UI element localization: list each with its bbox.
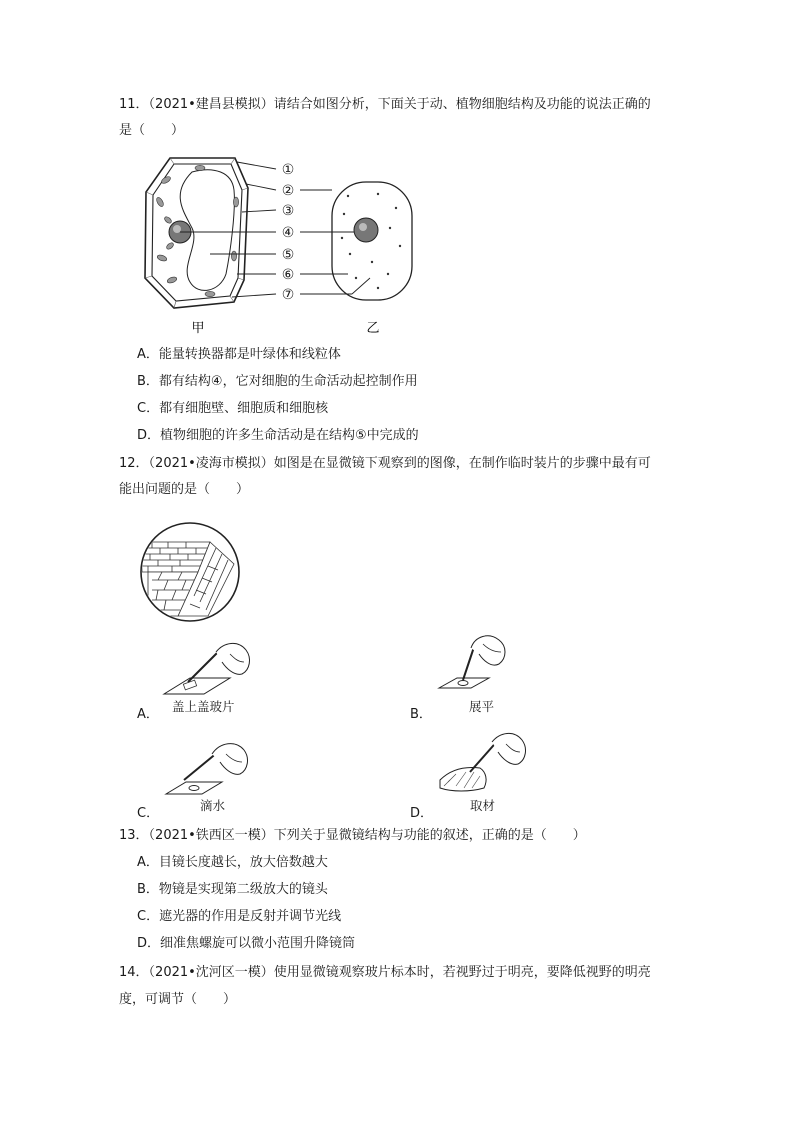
marker-2: ② xyxy=(281,183,295,199)
option-b-illustration xyxy=(435,630,525,692)
marker-5: ⑤ xyxy=(281,247,295,263)
q12-option-a-caption: 盖上盖玻片 xyxy=(172,699,235,714)
q12-stem-line2: 能出问题的是（ ） xyxy=(119,482,250,497)
marker-3: ③ xyxy=(281,203,295,219)
q12-option-c-letter[interactable]: C． xyxy=(137,806,160,821)
marker-4: ④ xyxy=(281,225,295,241)
q14-stem-line2: 度，可调节（ ） xyxy=(119,992,237,1007)
q12-option-a-letter[interactable]: A． xyxy=(137,707,159,722)
animal-cell xyxy=(332,182,412,300)
option-c-illustration xyxy=(162,738,262,798)
q11-stem-line1: 11．（2021•建昌县模拟）请结合如图分析，下面关于动、植物细胞结构及功能的说法正确的 xyxy=(119,97,651,112)
q13-stem-line1: 13．（2021•铁西区一模）下列关于显微镜结构与功能的叙述，正确的是（ ） xyxy=(119,828,586,843)
marker-6: ⑥ xyxy=(281,267,295,283)
marker-7: ⑦ xyxy=(281,287,295,303)
q13-option-a[interactable]: A．目镜长度越长，放大倍数越大 xyxy=(137,855,328,870)
q12-stem-line1: 12．（2021•凌海市模拟）如图是在显微镜下观察到的图像，在制作临时装片的步骤中最有可 xyxy=(119,456,651,471)
q11-option-b[interactable]: B．都有结构④，它对细胞的生命活动起控制作用 xyxy=(137,374,418,389)
q12-option-d-letter[interactable]: D． xyxy=(410,806,434,821)
q13-option-b[interactable]: B．物镜是实现第二级放大的镜头 xyxy=(137,882,328,897)
cell-a-label: 甲 xyxy=(191,321,205,336)
q12-option-d-caption: 取材 xyxy=(470,798,496,813)
q11-stem-line2: 是（ ） xyxy=(119,123,185,138)
q12-option-b-caption: 展平 xyxy=(469,699,495,714)
option-a-illustration xyxy=(160,640,260,700)
q14-stem-line1: 14．（2021•沈河区一模）使用显微镜观察玻片标本时，若视野过于明亮，要降低视野的明亮 xyxy=(119,965,651,980)
q11-option-a[interactable]: A．能量转换器都是叶绿体和线粒体 xyxy=(137,347,341,362)
cell-b-label: 乙 xyxy=(366,321,380,336)
q11-cell-figure xyxy=(140,150,420,350)
marker-1: ① xyxy=(281,162,295,178)
q13-option-c[interactable]: C．遮光器的作用是反射并调节光线 xyxy=(137,909,342,924)
q12-option-b-letter[interactable]: B． xyxy=(410,707,432,722)
q11-option-d[interactable]: D．植物细胞的许多生命活动是在结构⑤中完成的 xyxy=(137,428,419,443)
q13-option-d[interactable]: D．细准焦螺旋可以微小范围升降镜筒 xyxy=(137,936,356,951)
microscope-view-figure xyxy=(138,520,242,624)
q11-option-c[interactable]: C．都有细胞壁、细胞质和细胞核 xyxy=(137,401,329,416)
option-d-illustration xyxy=(434,730,534,796)
animal-nucleus xyxy=(354,218,378,242)
q12-option-c-caption: 滴水 xyxy=(200,798,226,813)
